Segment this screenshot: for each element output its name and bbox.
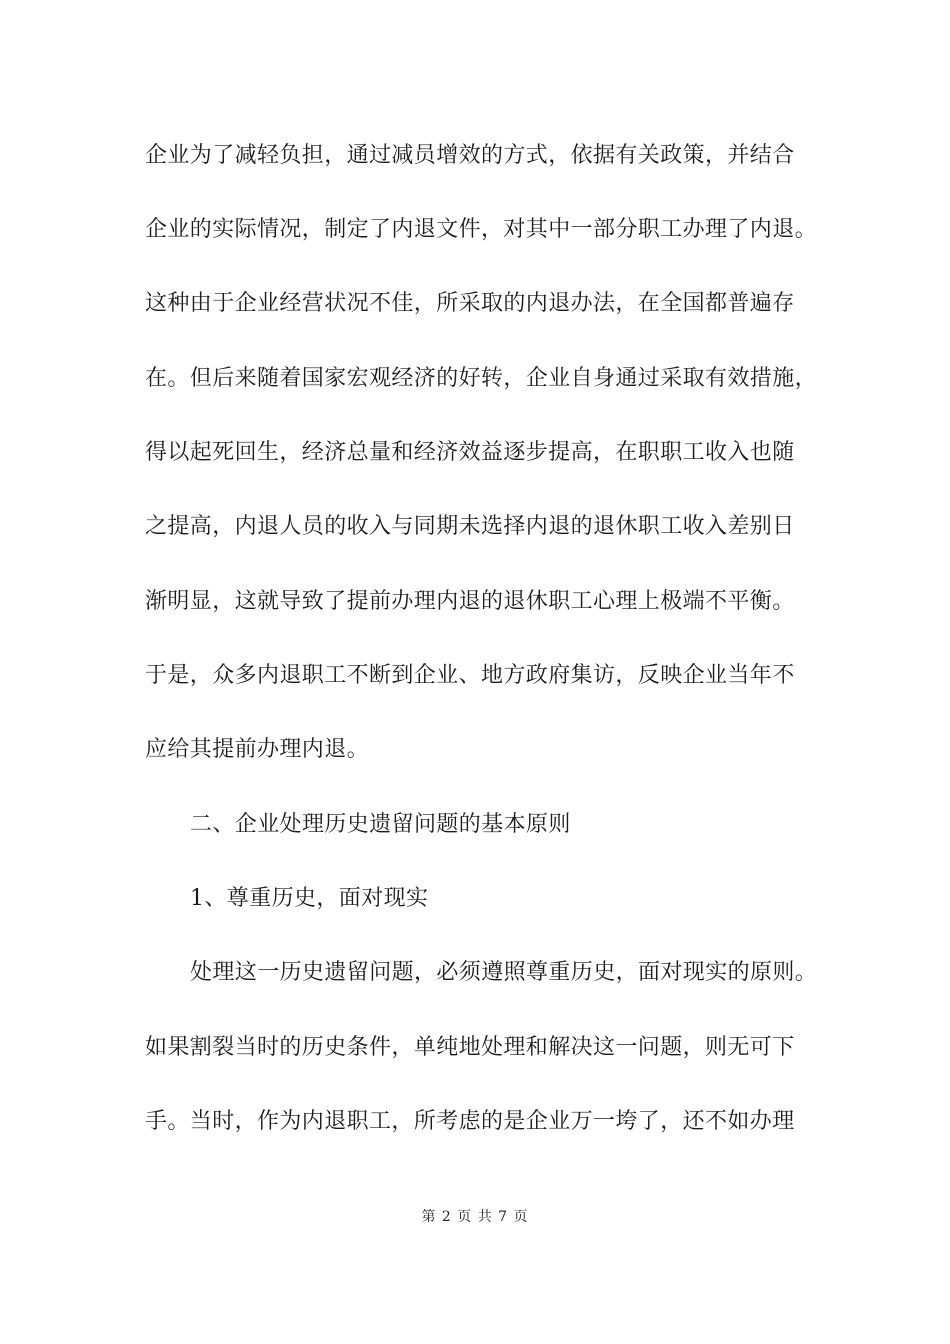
body-line-9: 应给其提前办理内退。 (145, 737, 370, 762)
para2-line-2: 如果割裂当时的历史条件，单纯地处理和解决这一问题，则无可下 (145, 1035, 795, 1060)
body-line-6: 之提高，内退人员的收入与同期未选择内退的退休职工收入差别日 (145, 514, 795, 539)
body-line-7: 渐明显，这就导致了提前办理内退的退休职工心理上极端不平衡。 (145, 589, 795, 614)
body-line-3: 这种由于企业经营状况不佳，所采取的内退办法，在全国都普遍存 (145, 291, 795, 316)
subsection-heading: 1、尊重历史，面对现实 (190, 886, 429, 911)
body-line-5: 得以起死回生，经济总量和经济效益逐步提高，在职职工收入也随 (145, 440, 795, 465)
body-line-4: 在。但后来随着国家宏观经济的好转，企业自身通过采取有效措施， (145, 366, 818, 391)
body-line-1: 企业为了减轻负担，通过减员增效的方式，依据有关政策，并结合 (145, 143, 795, 168)
para2-line-3: 手。当时，作为内退职工，所考虑的是企业万一垮了，还不如办理 (145, 1109, 795, 1134)
page-number-footer: 第 2 页 共 7 页 (421, 1209, 529, 1225)
para2-line-1: 处理这一历史遗留问题，必须遵照尊重历史，面对现实的原则。 (190, 960, 818, 985)
section-heading: 二、企业处理历史遗留问题的基本原则 (190, 812, 571, 837)
body-line-8: 于是，众多内退职工不断到企业、地方政府集访，反映企业当年不 (145, 663, 795, 688)
body-line-2: 企业的实际情况，制定了内退文件，对其中一部分职工办理了内退。 (145, 217, 818, 242)
